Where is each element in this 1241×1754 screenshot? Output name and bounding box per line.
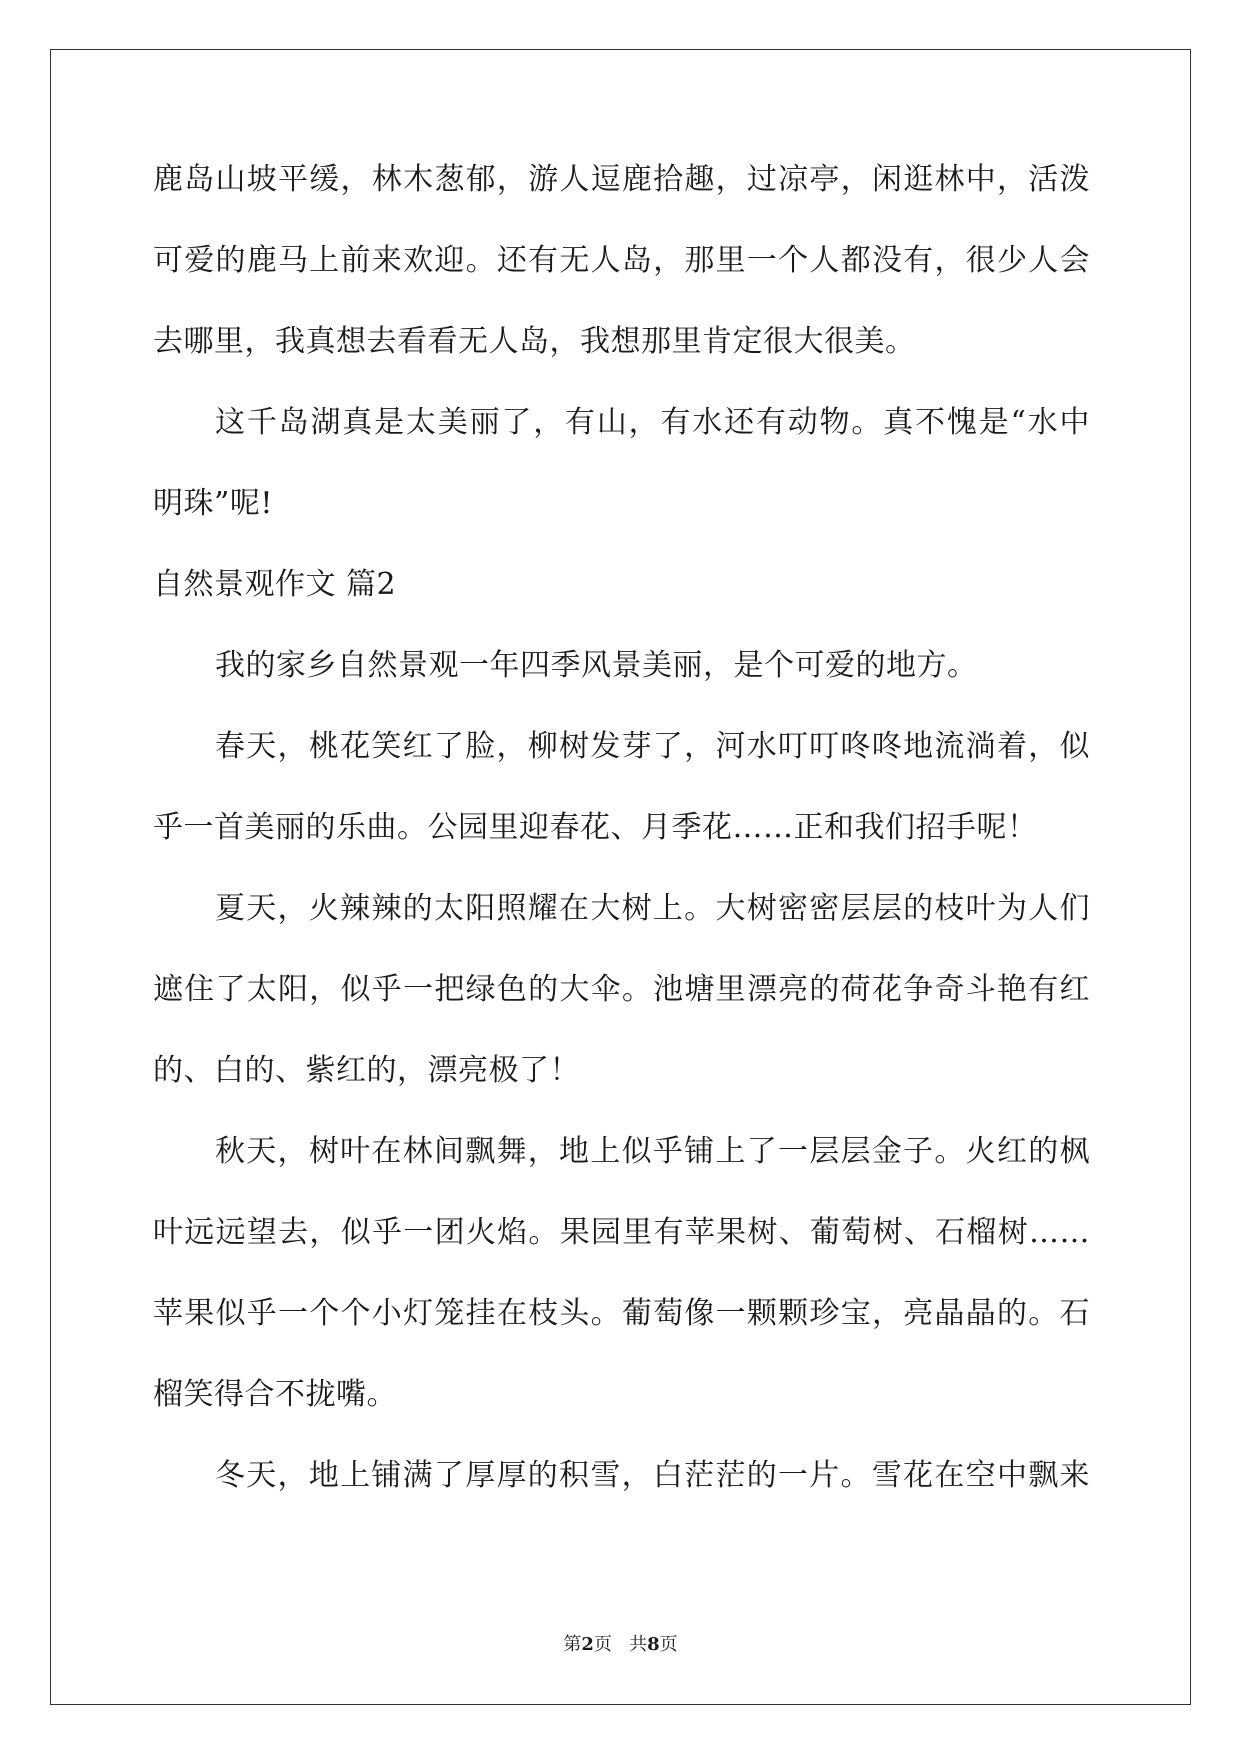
section-heading: 自然景观作文 篇2: [153, 567, 397, 602]
text-line: 榴笑得合不拢嘴。: [153, 1377, 397, 1412]
text-line: 去哪里，我真想去看看无人岛，我想那里肯定很大很美。: [153, 324, 916, 359]
paragraph-start: 我的家乡自然景观一年四季风景美丽，是个可爱的地方。: [215, 648, 978, 683]
page-label-suffix: 页: [593, 1634, 612, 1655]
total-label-suffix: 页: [659, 1634, 678, 1655]
paragraph-start: 冬天，地上铺满了厚厚的积雪，白茫茫的一片。雪花在空中飘来: [215, 1458, 1090, 1493]
text-line: 叶远远望去，似乎一团火焰。果园里有苹果树、葡萄树、石榴树……: [153, 1215, 1090, 1250]
page-footer: [0, 1633, 1241, 1657]
text-line: 可爱的鹿马上前来欢迎。还有无人岛，那里一个人都没有，很少人会: [153, 243, 1090, 278]
text-line: 遮住了太阳，似乎一把绿色的大伞。池塘里漂亮的荷花争奇斗艳有红: [153, 972, 1090, 1007]
page-label-prefix: 第: [563, 1634, 582, 1655]
page-number: 2: [581, 1634, 594, 1655]
text-line: 明珠”呢!: [153, 486, 273, 521]
total-pages: 8: [647, 1634, 660, 1655]
total-label-prefix: 共: [629, 1634, 648, 1655]
paragraph-start: 秋天，树叶在林间飘舞，地上似乎铺上了一层层金子。火红的枫: [215, 1134, 1090, 1169]
document-body: [153, 160, 1090, 1537]
text-line: 苹果似乎一个个小灯笼挂在枝头。葡萄像一颗颗珍宝，亮晶晶的。石: [153, 1296, 1090, 1331]
text-line: 乎一首美丽的乐曲。公园里迎春花、月季花……正和我们招手呢！: [153, 810, 1038, 845]
text-line: 鹿岛山坡平缓，林木葱郁，游人逗鹿拾趣，过凉亭，闲逛林中，活泼: [153, 162, 1090, 197]
text-line: 的、白的、紫红的，漂亮极了！: [153, 1053, 580, 1088]
paragraph-start: 春天，桃花笑红了脸，柳树发芽了，河水叮叮咚咚地流淌着，似: [215, 729, 1090, 764]
paragraph-start: 这千岛湖真是太美丽了，有山，有水还有动物。真不愧是“水中: [215, 405, 1090, 440]
paragraph-start: 夏天，火辣辣的太阳照耀在大树上。大树密密层层的枝叶为人们: [215, 891, 1090, 926]
